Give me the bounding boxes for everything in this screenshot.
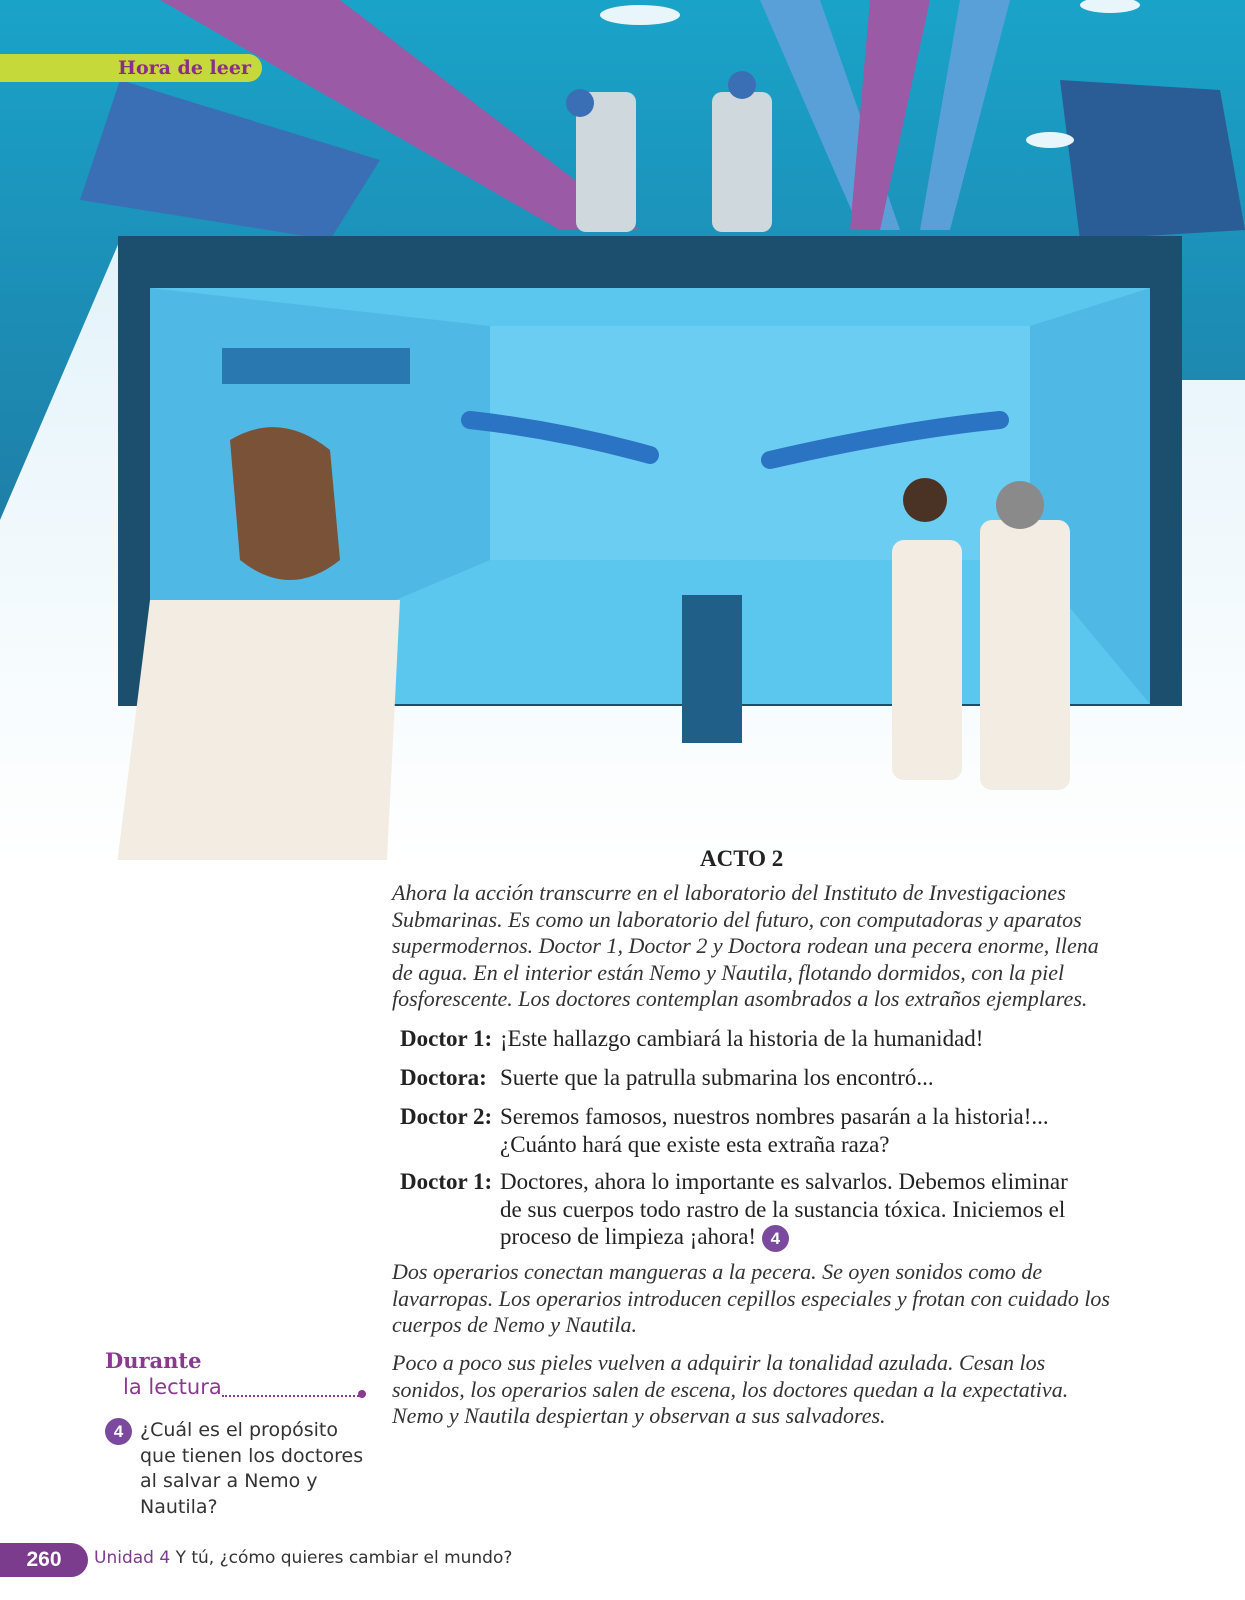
page-number: 260	[0, 1543, 88, 1577]
dialogue-line-3	[400, 1103, 1120, 1159]
speaker-label: Doctor 1:	[400, 1169, 493, 1194]
section-tag	[0, 54, 262, 82]
sidebar-divider-dot	[358, 1390, 366, 1398]
act-title: ACTO 2	[700, 846, 784, 871]
dialogue-text: ¡Este hallazgo cambiará la historia de la humanidad!	[500, 1026, 984, 1051]
dialogue-line-4	[400, 1168, 1120, 1252]
dialogue-line-1	[400, 1025, 1120, 1053]
dialogue-text: Suerte que la patrulla submarina los encontró...	[500, 1065, 934, 1090]
sidebar-title-line2: la lectura	[123, 1375, 222, 1399]
speaker-label: Doctora:	[400, 1065, 487, 1090]
dialogue-text-row: Doctores, ahora lo importante es salvarlos. Debemos eliminar	[500, 1169, 1068, 1194]
stage-direction-end: Poco a poco sus pieles vuelven a adquirir la tonalidad azulada. Cesan los sonidos, los operarios salen de escena, los doctores quedan a la expectativa. Nemo y Nautila despiertan y observan a sus salvadores.	[392, 1350, 1069, 1428]
dialogue-text-row: ¿Cuánto hará que existe esta extraña raza?	[500, 1131, 890, 1157]
sidebar-question: ¿Cuál es el propósito que tienen los doctores al salvar a Nemo y Nautila?	[140, 1419, 364, 1518]
dialogue-text	[500, 1168, 1110, 1252]
stage-direction-intro: Ahora la acción transcurre en el laboratorio del Instituto de Investigaciones Submarinas. Es como un laboratorio del futuro, con computadoras y aparatos supermodernos. Doctor 1, Doctor 2 y Doctora rodean una pecera enorme, llena de agua. En el interior están Nemo y Nautila, flotando dormidos, con la piel fosforescente. Los doctores contemplan asombrados a los extraños ejemplares.	[392, 880, 1099, 1011]
question-number-badge: 4	[105, 1418, 132, 1445]
dialogue-text-row: proceso de limpieza ¡ahora!	[500, 1224, 757, 1249]
speaker-label: Doctor 2:	[400, 1104, 493, 1129]
sidebar-divider	[222, 1395, 362, 1397]
sidebar-title-line1: Durante	[105, 1348, 202, 1373]
unit-label: Unidad 4	[94, 1548, 171, 1568]
question-reference-badge: 4	[762, 1225, 789, 1252]
dialogue-line-2	[400, 1064, 1120, 1092]
dialogue-text	[500, 1103, 1110, 1158]
dialogue-text-row: Seremos famosos, nuestros nombres pasarán a la historia!...	[500, 1104, 1049, 1129]
stage-direction-mid: Dos operarios conectan mangueras a la pecera. Se oyen sonidos como de lavarropas. Los operarios introducen cepillos especiales y frotan con cuidado los cuerpos de Nemo y Nautila.	[392, 1259, 1110, 1337]
unit-title: Y tú, ¿cómo quieres cambiar el mundo?	[175, 1548, 513, 1568]
speaker-label: Doctor 1:	[400, 1026, 493, 1051]
dialogue-text-row: de sus cuerpos todo rastro de la sustancia tóxica. Iniciemos el	[500, 1196, 1066, 1222]
footer-unit	[94, 1548, 512, 1568]
section-tag-label: Hora de leer	[118, 57, 251, 79]
